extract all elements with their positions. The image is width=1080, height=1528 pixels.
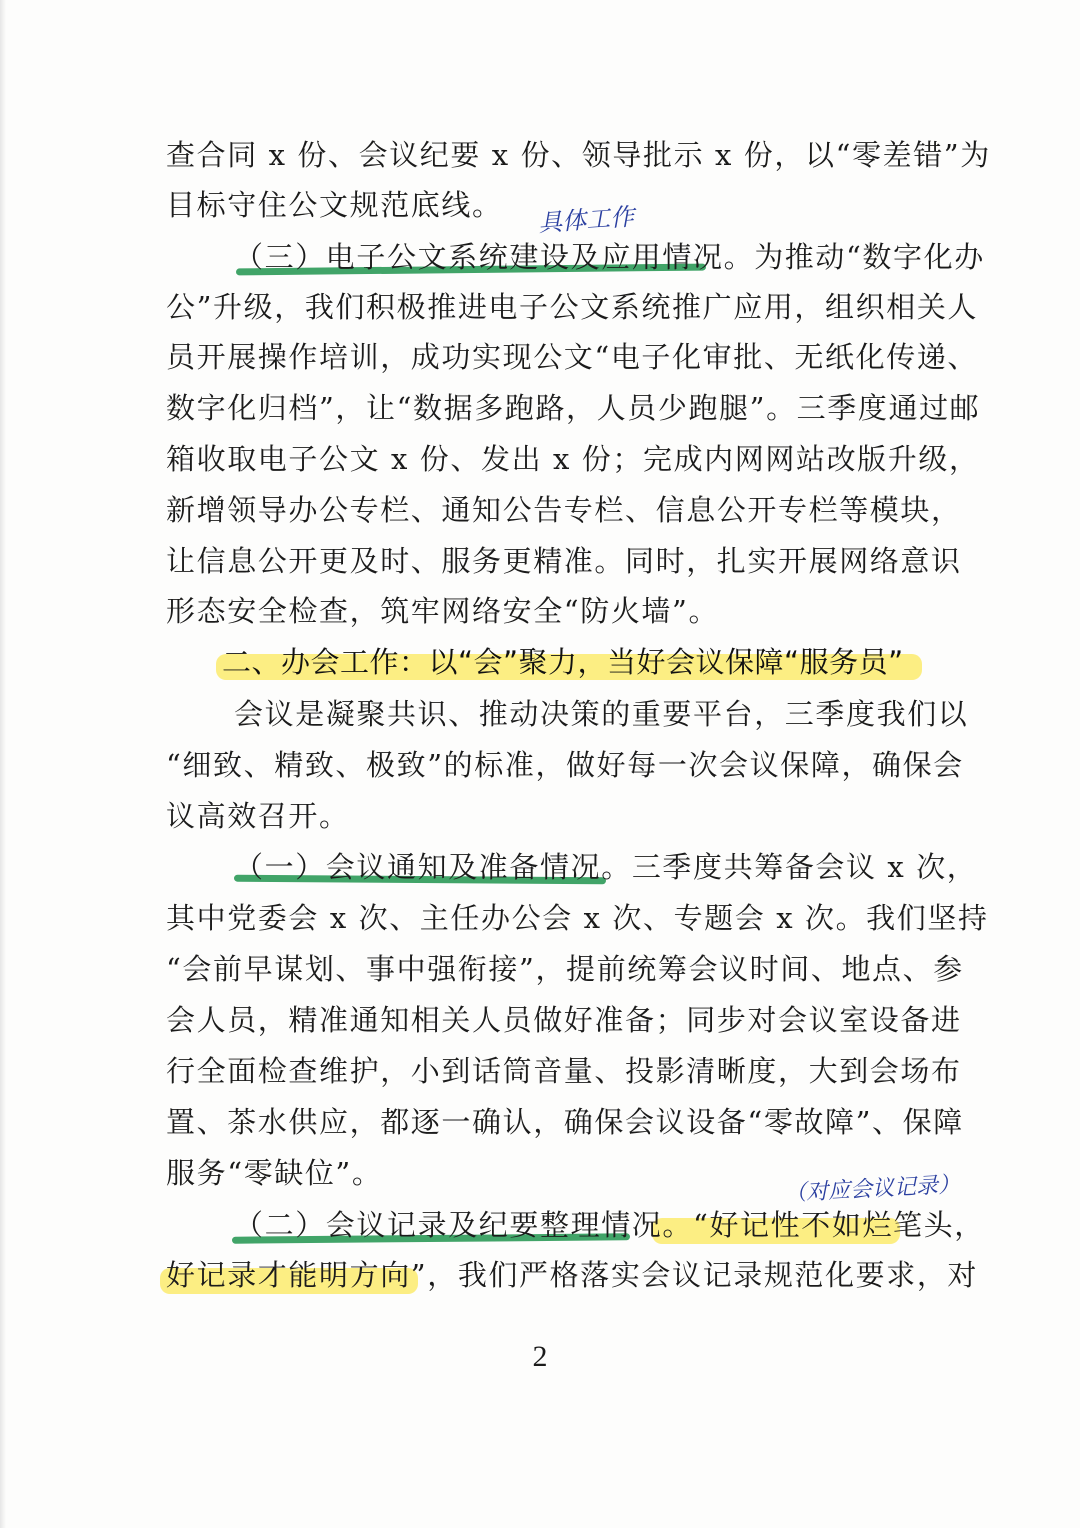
sub-1-rest: 三季度共筹备会议 x 次， (631, 850, 978, 884)
text-line-19: 行全面检查维护，小到话筒音量、投影清晰度，大到会场布 (166, 1054, 962, 1088)
page-edge-shadow (0, 0, 6, 1528)
text-line-18: 会人员，精准通知相关人员做好准备；同步对会议室设备进 (166, 1003, 962, 1037)
text-line-1: 查合同 x 份、会议纪要 x 份、领导批示 x 份，以“零差错”为 (166, 138, 991, 172)
text-line-14: 议高效召开。 (166, 799, 350, 833)
sub-2-heading: （二）会议记录及纪要整理情况。 (234, 1208, 694, 1242)
sub-1-line (234, 842, 978, 892)
section-3-line (234, 232, 985, 282)
section-3-rest: 为推动“数字化办 (754, 240, 985, 274)
text-line-4: 公”升级，我们积极推进电子公文系统推广应用，组织相关人 (166, 290, 979, 324)
text-line-17: “会前早谋划、事中强衔接”，提前统筹会议时间、地点、参 (166, 952, 964, 986)
page-number: 2 (532, 1340, 548, 1373)
handwritten-note-specific-work: 具体工作 (537, 202, 636, 238)
text-line-2: 目标守住公文规范底线。 (166, 188, 503, 222)
handwritten-note-meeting-record: （对应会议记录） (783, 1172, 961, 1207)
text-line-12: 会议是凝聚共识、推动决策的重要平台，三季度我们以 (234, 697, 969, 731)
text-line-6: 数字化归档”，让“数据多跑路，人员少跑腿”。三季度通过邮 (166, 391, 981, 425)
text-line-9: 让信息公开更及时、服务更精准。同时，扎实开展网络意识 (166, 544, 962, 578)
text-line-16: 其中党委会 x 次、主任办公会 x 次、专题会 x 次。我们坚持 (166, 901, 989, 935)
last-line (166, 1250, 979, 1300)
last-line-rest: 我们严格落实会议记录规范化要求，对 (457, 1258, 979, 1292)
text-line-21: 服务“零缺位”。 (166, 1156, 383, 1190)
text-line-10: 形态安全检查，筑牢网络安全“防火墙”。 (166, 594, 720, 628)
text-line-8: 新增领导办公专栏、通知公告专栏、信息公开专栏等模块， (166, 493, 962, 527)
last-line-quote: 好记录才能明方向”， (166, 1258, 458, 1292)
text-line-5: 员开展操作培训，成功实现公文“电子化审批、无纸化传递、 (166, 340, 979, 374)
text-line-20: 置、茶水供应，都逐一确认，确保会议设备“零故障”、保障 (166, 1105, 964, 1139)
text-line-13: “细致、精致、极致”的标准，做好每一次会议保障，确保会 (166, 748, 964, 782)
section-3-heading: （三）电子公文系统建设及应用情况。 (234, 240, 755, 274)
text-line-7: 箱收取电子公文 x 份、发出 x 份；完成内网网站改版升级， (166, 442, 980, 476)
sub-2-line (234, 1200, 985, 1250)
sub-1-heading: （一）会议通知及准备情况。 (234, 850, 632, 884)
part-2-heading: 二、办会工作：以“会”聚力，当好会议保障“服务员” (222, 645, 904, 679)
sub-2-quote: “好记性不如烂笔头， (693, 1208, 985, 1242)
